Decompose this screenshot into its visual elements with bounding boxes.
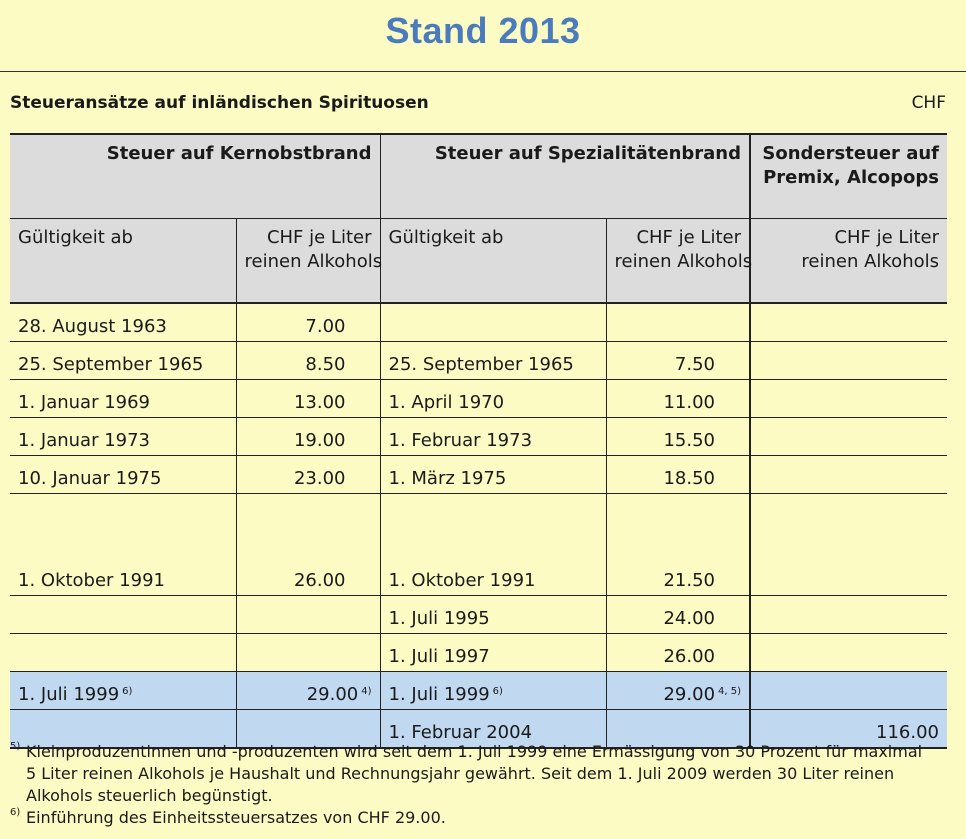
table-row [10, 380, 947, 418]
subheader-chf-line1: CHF je Liter [266, 227, 372, 248]
kern-rate [236, 596, 380, 634]
table-row [10, 596, 947, 634]
spez-rate: 11.00 [606, 380, 750, 418]
kern-rate: 23.00 [236, 456, 380, 494]
footnote-mark: 5) [10, 741, 21, 752]
footnote-text-line: Alkohols steuerlich begünstigt. [26, 786, 273, 805]
header-kernobstbrand: Steuer auf Kernobstbrand [10, 134, 380, 219]
kern-date [10, 672, 236, 710]
kern-rate: 19.00 [236, 418, 380, 456]
kern-date: 1. Januar 1973 [10, 418, 236, 456]
tax-rates-table [10, 133, 947, 749]
kern-rate: 26.00 [236, 494, 380, 596]
footnote-marker: 4, 5) [718, 686, 741, 697]
spez-rate: 26.00 [606, 634, 750, 672]
sonder-rate [750, 380, 947, 418]
kern-rate: 7.00 [236, 303, 380, 342]
currency-label: CHF [911, 93, 946, 113]
kern-date: 10. Januar 1975 [10, 456, 236, 494]
table-row [10, 418, 947, 456]
subheader-chf-line1: CHF je Liter [834, 227, 939, 248]
kern-date: 1. Januar 1969 [10, 380, 236, 418]
subheader-kern-gueltigkeit: Gültigkeit ab [10, 219, 236, 304]
subheader-kern-chf [236, 219, 383, 304]
table-row [10, 342, 947, 380]
spez-date-text: 1. Juli 1999 [388, 684, 490, 705]
spez-date: 1. Juli 1995 [380, 596, 606, 634]
kern-date: 25. September 1965 [10, 342, 236, 380]
spez-date: 25. September 1965 [380, 342, 606, 380]
page-title: Stand 2013 [385, 10, 581, 51]
footnote-marker: 6) [492, 686, 503, 697]
spez-date: 1. März 1975 [380, 456, 606, 494]
table-header-row [10, 134, 947, 219]
spez-rate-text: 29.00 [663, 684, 716, 705]
kern-rate [236, 634, 380, 672]
table-row-highlight [10, 672, 947, 710]
sonder-rate [750, 342, 947, 380]
spez-date [380, 303, 606, 342]
subheader-chf-line2: reinen Alkohols [801, 251, 939, 272]
footnote [10, 807, 940, 829]
kern-rate: 13.00 [236, 380, 380, 418]
title-divider [0, 71, 966, 72]
table-row [10, 494, 947, 596]
sonder-rate [750, 418, 947, 456]
kern-date [10, 634, 236, 672]
table-row [10, 634, 947, 672]
kern-date: 28. August 1963 [10, 303, 236, 342]
spez-date [380, 672, 606, 710]
table-subheader-row [10, 219, 947, 304]
sonder-rate [750, 303, 947, 342]
header-sondersteuer-line1: Sondersteuer auf [762, 143, 939, 164]
spez-date: 1. April 1970 [380, 380, 606, 418]
footnote-mark: 6) [10, 807, 21, 818]
header-spezialitaetenbrand: Steuer auf Spezialitätenbrand [380, 134, 750, 219]
header-sondersteuer [750, 134, 947, 219]
table-caption: Steueransätze auf inländischen Spirituosen [10, 93, 429, 113]
subheader-spez-gueltigkeit: Gültigkeit ab [380, 219, 606, 304]
kern-date: 1. Oktober 1991 [10, 494, 236, 596]
footnote [10, 741, 940, 807]
sonder-rate [750, 634, 947, 672]
spez-rate: 24.00 [606, 596, 750, 634]
footnotes [10, 741, 940, 829]
subheader-chf-line2: reinen Alkohols [614, 251, 753, 272]
subheader-sonder-chf [750, 219, 947, 304]
spez-rate: 21.50 [606, 494, 750, 596]
sonder-rate: 116.00 [750, 710, 947, 749]
spez-date: 1. Oktober 1991 [380, 494, 606, 596]
kern-date-text: 1. Juli 1999 [18, 684, 120, 705]
spez-rate [606, 303, 750, 342]
table-row [10, 303, 947, 342]
kern-rate [236, 672, 380, 710]
subheader-chf-line1: CHF je Liter [636, 227, 741, 248]
subheader-spez-chf [606, 219, 753, 304]
spez-rate: 15.50 [606, 418, 750, 456]
spez-rate: 18.50 [606, 456, 750, 494]
sonder-rate [750, 672, 947, 710]
footnote-text-line: Kleinproduzentinnen und -produzenten wird seit dem 1. Juli 1999 eine Ermässigung von 30 Prozent für maximal [26, 742, 923, 761]
kern-date [10, 596, 236, 634]
subheader-chf-line2: reinen Alkohols [244, 251, 383, 272]
table-row [10, 456, 947, 494]
spez-date: 1. Juli 1997 [380, 634, 606, 672]
sonder-rate [750, 494, 947, 596]
kern-rate-text: 29.00 [306, 684, 359, 705]
header-sondersteuer-line2: Premix, Alcopops [763, 167, 939, 188]
spez-date: 1. Februar 2004 [380, 710, 606, 749]
sonder-rate [750, 456, 947, 494]
kern-rate: 8.50 [236, 342, 380, 380]
spez-date: 1. Februar 1973 [380, 418, 606, 456]
spez-rate: 7.50 [606, 342, 750, 380]
footnote-marker: 6) [122, 686, 133, 697]
footnote-text-line: 5 Liter reinen Alkohols je Haushalt und Rechnungsjahr gewährt. Seit dem 1. Juli 2009 werden 30 Liter reinen [26, 764, 895, 783]
footnote-text-line: Einführung des Einheitssteuersatzes von CHF 29.00. [26, 808, 446, 827]
spez-rate [606, 672, 750, 710]
sonder-rate [750, 596, 947, 634]
footnote-marker: 4) [361, 686, 372, 697]
